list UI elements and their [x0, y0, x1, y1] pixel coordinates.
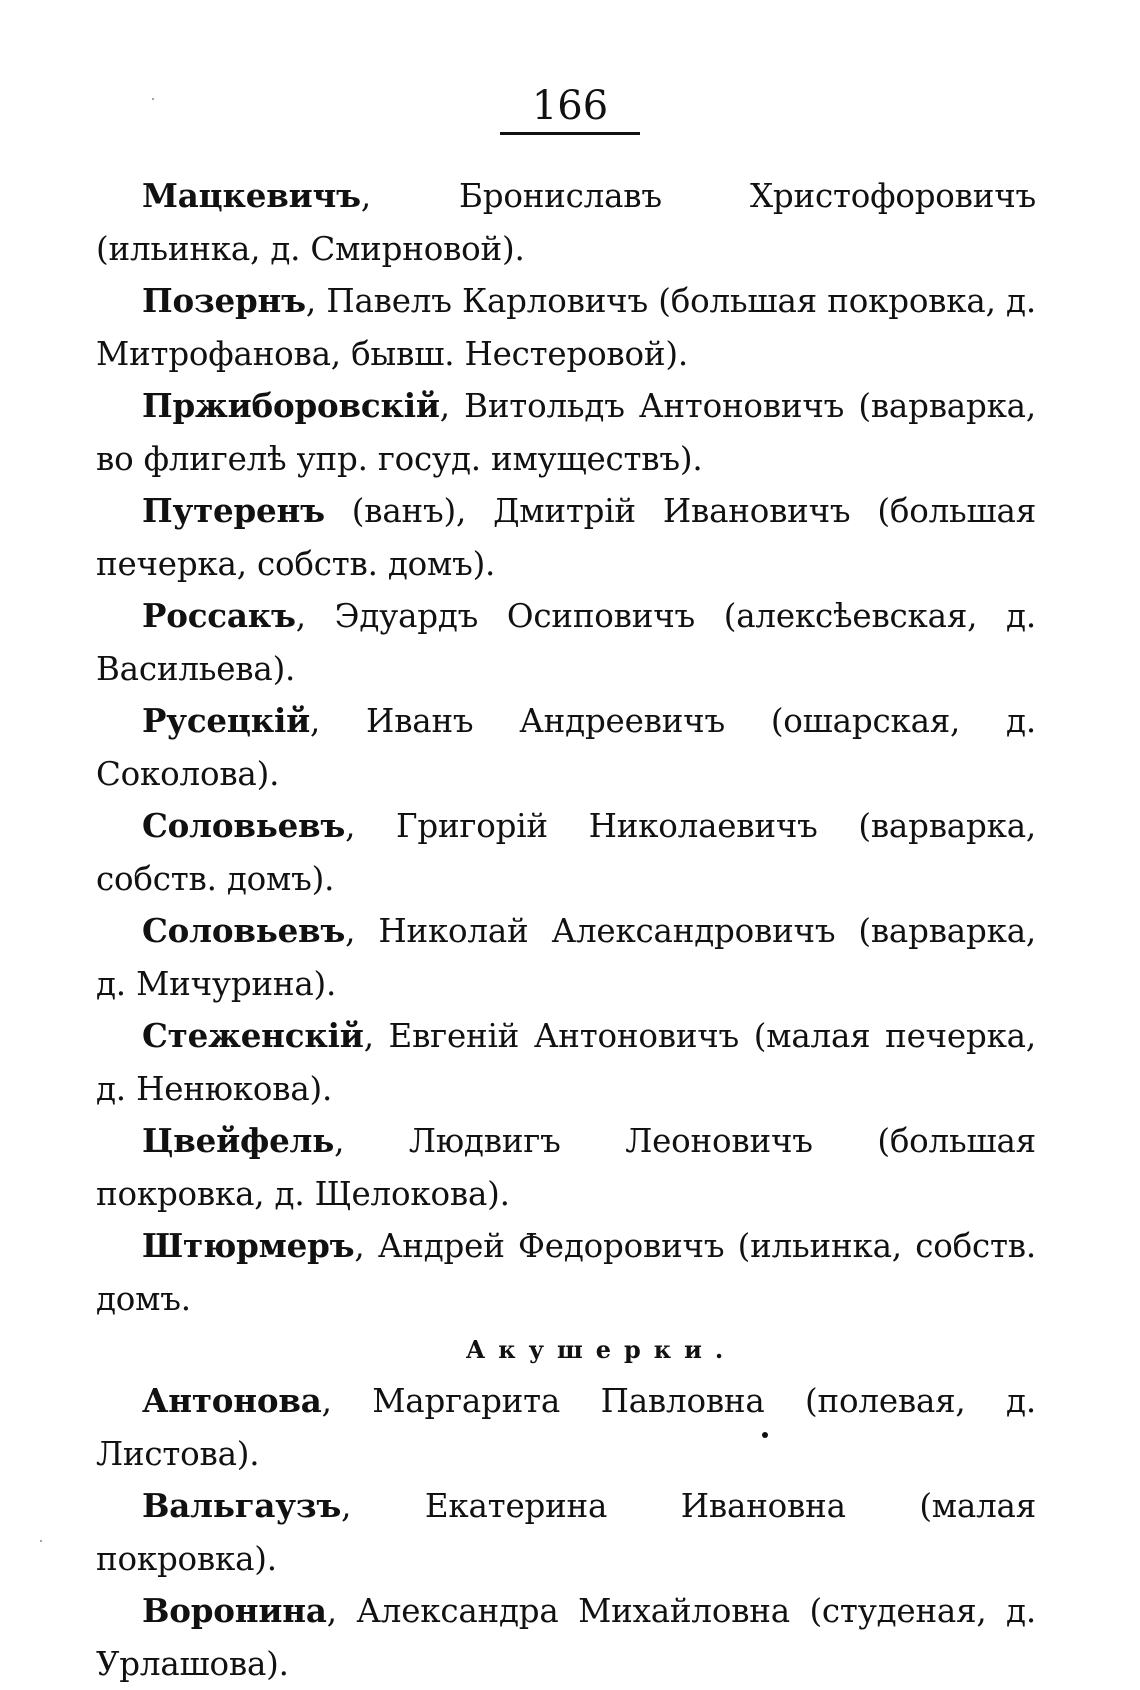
entry-surname: Соловьевъ: [142, 806, 346, 845]
entry-details: , Евгеній Антоновичъ (малая печерка, д. Ненюкова).: [96, 1017, 1036, 1108]
entry-surname: Стеженскій: [142, 1016, 364, 1055]
directory-entry: [96, 1480, 1036, 1585]
entry-surname: Пржиборовскій: [142, 386, 440, 425]
entry-details: , Екатерина Ивановна (малая покровка).: [96, 1487, 1036, 1578]
entry-details: , Александра Михайловна (студеная, д. Урлашова).: [96, 1592, 1036, 1683]
print-speck: [152, 98, 154, 100]
entry-details: , Николай Александровичъ (варварка, д. Мичурина).: [96, 912, 1036, 1003]
entry-surname: Русецкій: [142, 701, 311, 740]
entry-details: , Маргарита Павловна (полевая, д. Листова).: [96, 1382, 1036, 1473]
directory-entries: [96, 170, 1036, 1690]
entry-details: , Брониславъ Христофоровичъ (ильинка, д. Смирновой).: [96, 177, 1036, 268]
entry-surname: Россакъ: [142, 596, 296, 635]
page-number: 166: [531, 83, 609, 129]
entry-surname: Вальгаузъ: [142, 1486, 342, 1525]
directory-entry: [96, 590, 1036, 695]
print-speck: [762, 1432, 768, 1438]
directory-entry: [96, 800, 1036, 905]
print-speck: [40, 1540, 42, 1542]
directory-entry: [96, 380, 1036, 485]
entry-surname: Соловьевъ: [142, 911, 346, 950]
entry-surname: Воронина: [142, 1591, 327, 1630]
entry-details: , Витольдъ Антоновичъ (варварка, во флигелѣ упр. госуд. имуществъ).: [96, 387, 1036, 478]
entry-details: , Людвигъ Леоновичъ (большая покровка, д. Щелокова).: [96, 1122, 1036, 1213]
directory-entry: [96, 1115, 1036, 1220]
entry-details: , Григорій Николаевичъ (варварка, собств. домъ).: [96, 807, 1036, 898]
directory-entry: [96, 695, 1036, 800]
entry-details: , Павелъ Карловичъ (большая покровка, д. Митрофанова, бывш. Нестеровой).: [96, 282, 1036, 373]
directory-entry: [96, 1375, 1036, 1480]
directory-entry: [96, 275, 1036, 380]
entry-details: (ванъ), Дмитрій Ивановичъ (большая печерка, собств. домъ).: [96, 492, 1036, 583]
directory-entry: [96, 905, 1036, 1010]
directory-entry: [96, 1010, 1036, 1115]
entry-details: , Иванъ Андреевичъ (ошарская, д. Соколова).: [96, 702, 1036, 793]
section-heading: Акушерки.: [465, 1335, 737, 1364]
entry-surname: Мацкевичъ: [142, 176, 361, 215]
entry-details: , Эдуардъ Осиповичъ (алексѣевская, д. Васильева).: [96, 597, 1036, 688]
directory-entry: [96, 1220, 1036, 1325]
entry-surname: Позернъ: [142, 281, 306, 320]
directory-entry: [96, 485, 1036, 590]
entry-surname: Антонова: [142, 1381, 322, 1420]
directory-entry: [96, 1585, 1036, 1690]
entry-surname: Цвейфель: [142, 1121, 335, 1160]
directory-entry: [96, 170, 1036, 275]
entry-surname: Путеренъ: [142, 491, 325, 530]
page-number-rule: [500, 132, 640, 135]
entry-surname: Штюрмеръ: [142, 1226, 355, 1265]
entry-details: , Андрей Федоровичъ (ильинка, собств. домъ.: [96, 1227, 1036, 1318]
